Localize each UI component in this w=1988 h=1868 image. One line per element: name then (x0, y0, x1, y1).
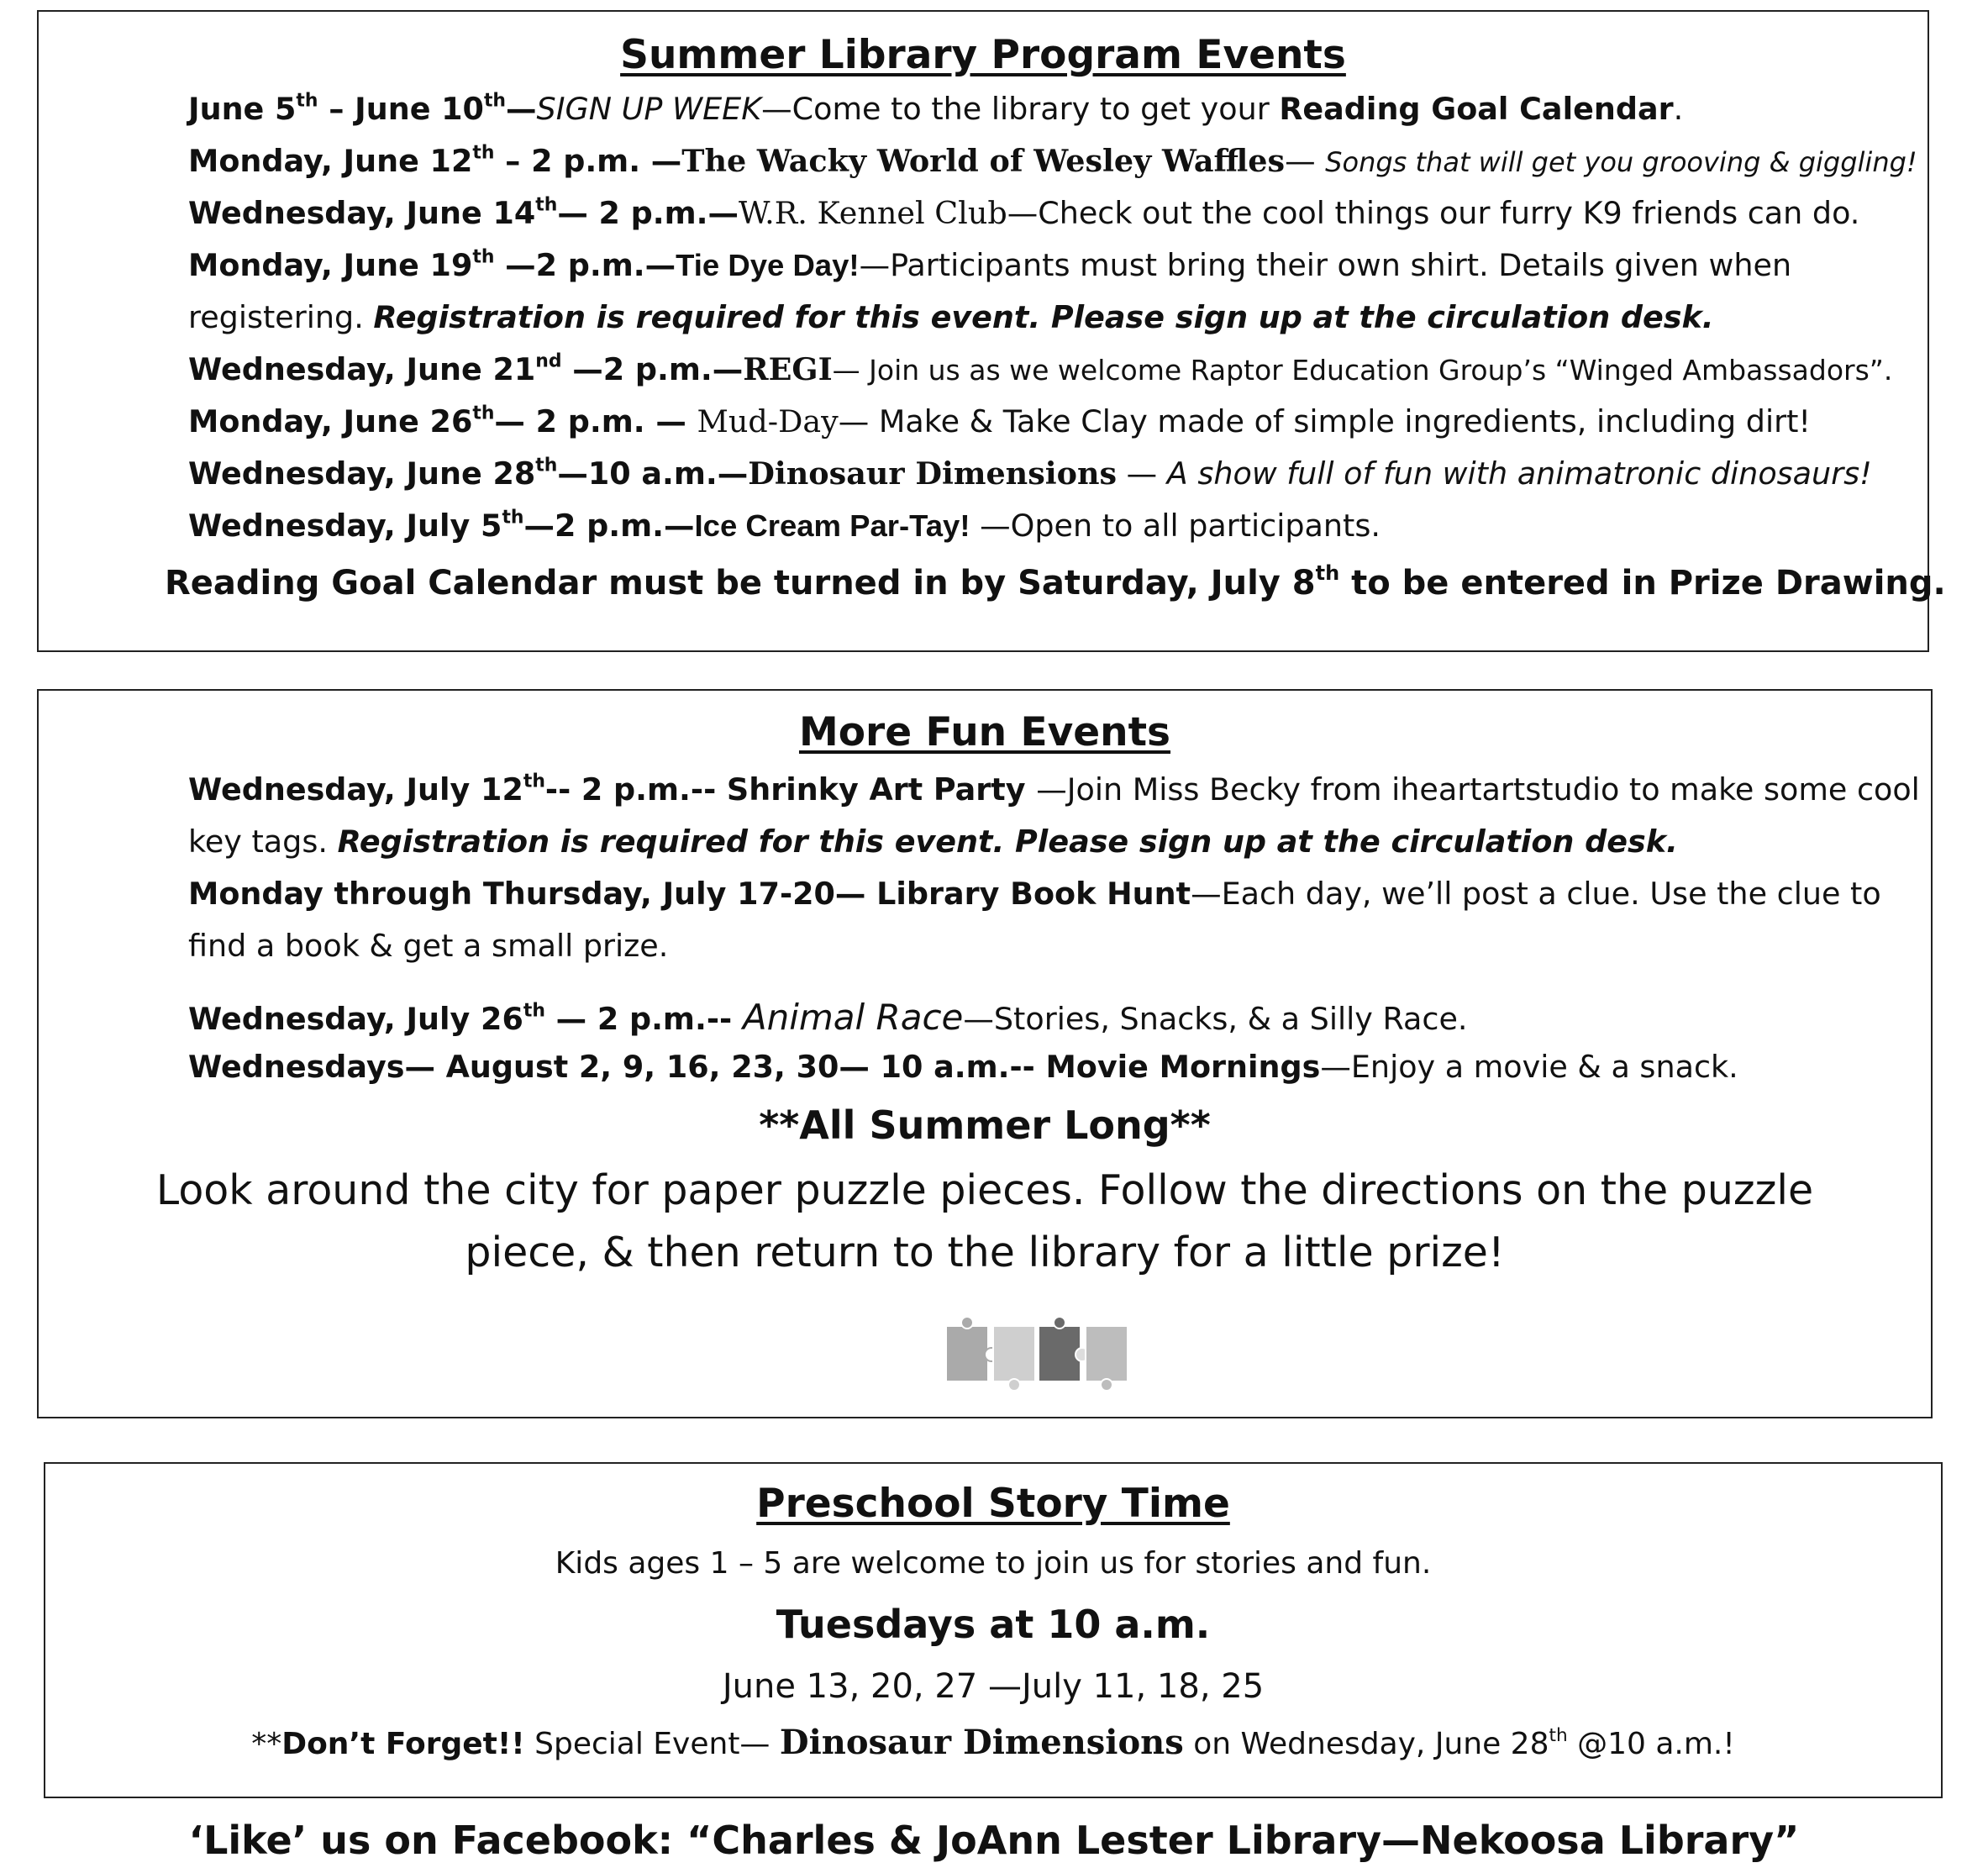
event-animal-race: Wednesday, July 26th — 2 p.m.-- Animal Race—Stories, Snacks, & a Silly Race. (188, 997, 1468, 1038)
event-tie-dye-registration: registering. Registration is required for this event. Please sign up at the circulation desk. (188, 299, 1714, 335)
all-summer-long-heading: **All Summer Long** (759, 1102, 1211, 1148)
preschool-box (44, 1462, 1943, 1798)
puzzle-instructions-line1: Look around the city for paper puzzle pieces. Follow the directions on the puzzle (155, 1166, 1814, 1214)
event-regi: Wednesday, June 21nd —2 p.m.—REGI— Join us as we welcome Raptor Education Group’s “Winged Ambassadors”. (188, 350, 1893, 387)
event-shrinky-art: Wednesday, July 12th-- 2 p.m.-- Shrinky Art Party —Join Miss Becky from iheartartstudio to make some cool (188, 771, 1920, 808)
event-book-hunt-cont: find a book & get a small prize. (188, 928, 669, 964)
preschool-dates: June 13, 20, 27 —July 11, 18, 25 (722, 1667, 1265, 1706)
event-dinosaur-dimensions: Wednesday, June 28th—10 a.m.—Dinosaur Dimensions — A show full of fun with animatronic dinosaurs! (188, 455, 1872, 492)
puzzle-instructions-line2: piece, & then return to the library for a little prize! (465, 1229, 1505, 1276)
reading-goal-deadline: Reading Goal Calendar must be turned in by Saturday, July 8th to be entered in Prize Drawing. (165, 561, 1946, 602)
event-kennel-club: Wednesday, June 14th— 2 p.m.—W.R. Kennel Club—Check out the cool things our furry K9 friends can do. (188, 194, 1860, 231)
summer-events-box (37, 10, 1946, 652)
preschool-schedule: Tuesdays at 10 a.m. (776, 1602, 1211, 1647)
preschool-special-event: **Don’t Forget!! Special Event— Dinosaur Dimensions on Wednesday, June 28th @10 a.m.! (251, 1723, 1735, 1762)
event-tie-dye: Monday, June 19th —2 p.m.—Tie Dye Day!—Participants must bring their own shirt. Details given when (188, 246, 1792, 283)
event-book-hunt: Monday through Thursday, July 17-20— Library Book Hunt—Each day, we’ll post a clue. Use the clue to (188, 876, 1881, 912)
event-wesley-waffles: Monday, June 12th – 2 p.m. —The Wacky World of Wesley Waffles— Songs that will get you grooving & giggling! (188, 142, 1917, 179)
more-events-box (37, 689, 1933, 1418)
preschool-title: Preschool Story Time (756, 1481, 1230, 1527)
event-mud-day: Monday, June 26th— 2 p.m. — Mud-Day— Make & Take Clay made of simple ingredients, including dirt! (188, 403, 1812, 439)
event-movie-mornings: Wednesdays— August 2, 9, 16, 23, 30— 10 a.m.-- Movie Mornings—Enjoy a movie & a snack. (188, 1049, 1738, 1085)
puzzle-pieces-icon (943, 1313, 1136, 1397)
preschool-ages: Kids ages 1 – 5 are welcome to join us for stories and fun. (555, 1546, 1432, 1581)
event-ice-cream: Wednesday, July 5th—2 p.m.—Ice Cream Par-Tay! —Open to all participants. (188, 507, 1381, 544)
event-sign-up-week: June 5th – June 10th—SIGN UP WEEK—Come to the library to get your Reading Goal Calendar. (188, 90, 1684, 127)
facebook-footer: ‘Like’ us on Facebook: “Charles & JoAnn Lester Library—Nekoosa Library” (188, 1818, 1800, 1863)
summer-events-title: Summer Library Program Events (620, 32, 1346, 78)
event-shrinky-registration: key tags. Registration is required for this event. Please sign up at the circulation desk. (188, 823, 1678, 860)
more-events-title: More Fun Events (798, 709, 1171, 755)
